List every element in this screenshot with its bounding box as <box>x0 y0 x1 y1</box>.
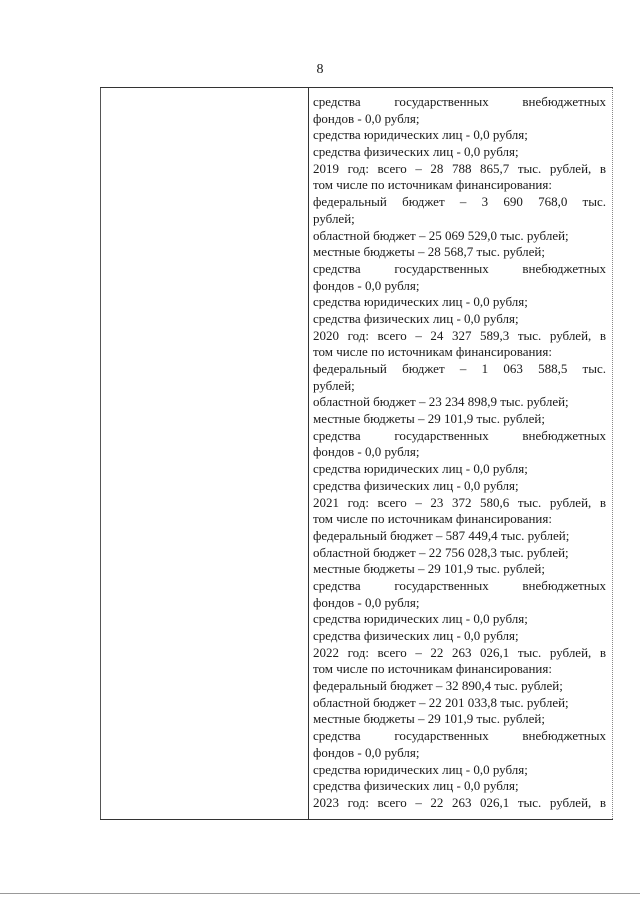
table-text-line: местные бюджеты – 29 101,9 тыс. рублей; <box>313 411 545 427</box>
table-text-line: местные бюджеты – 29 101,9 тыс. рублей; <box>313 561 545 577</box>
table-text-line: средства физических лиц - 0,0 рубля; <box>313 144 519 160</box>
table-text-line: средства юридических лиц - 0,0 рубля; <box>313 611 528 627</box>
page-number: 8 <box>316 62 324 77</box>
table-text-line: местные бюджеты – 29 101,9 тыс. рублей; <box>313 711 545 727</box>
table-text-line: средства государственных внебюджетных <box>313 94 606 109</box>
table-text-line: средства государственных внебюджетных <box>313 260 606 276</box>
table-text-line: том числе по источникам финансирования: <box>313 511 552 527</box>
table-text-line: федеральный бюджет – 3 690 768,0 тыс. <box>313 194 606 210</box>
table-text-line: средства юридических лиц - 0,0 рубля; <box>313 127 528 143</box>
table-text-line: средства юридических лиц - 0,0 рубля; <box>313 294 528 310</box>
table-text-line: средства физических лиц - 0,0 рубля; <box>313 477 519 493</box>
table-column-divider <box>308 88 309 819</box>
table-text-line: том числе по источникам финансирования: <box>313 177 552 193</box>
table-text-line: средства юридических лиц - 0,0 рубля; <box>313 461 528 477</box>
table-text-line: рублей; <box>313 210 355 226</box>
table-text-line: 2021 год: всего – 23 372 580,6 тыс. рублей, в <box>313 494 606 510</box>
table-text-line: том числе по источникам финансирования: <box>313 661 552 677</box>
table-text-line: фондов - 0,0 рубля; <box>313 744 420 760</box>
table-text-line: средства государственных внебюджетных <box>313 728 606 744</box>
table-text-line: рублей; <box>313 377 355 393</box>
table-text-line: средства физических лиц - 0,0 рубля; <box>313 628 519 643</box>
table-text-line: средства государственных внебюджетных <box>313 577 606 593</box>
table-text-line: 2019 год: всего – 28 788 865,7 тыс. рублей, в <box>313 160 606 176</box>
table-text-line: федеральный бюджет – 587 449,4 тыс. рублей; <box>313 527 570 543</box>
table-text-line: фондов - 0,0 рубля; <box>313 594 420 610</box>
table-text-line: областной бюджет – 23 234 898,9 тыс. рублей; <box>313 394 569 410</box>
table-text-line: 2022 год: всего – 22 263 026,1 тыс. рублей, в <box>313 644 606 660</box>
table-text-line: фондов - 0,0 рубля; <box>313 277 420 293</box>
table-text-line: областной бюджет – 22 201 033,8 тыс. рублей; <box>313 694 569 710</box>
table-text-line: 2023 год: всего – 22 263 026,1 тыс. рублей, в <box>313 794 606 810</box>
table-right-border <box>612 88 613 819</box>
footer-rule <box>0 893 640 894</box>
table-left-cell <box>100 88 308 819</box>
table-text-line: 2020 год: всего – 24 327 589,3 тыс. рублей, в <box>313 327 606 343</box>
table-text-line: средства государственных внебюджетных <box>313 427 606 443</box>
budget-table <box>100 87 613 820</box>
table-text-line: федеральный бюджет – 32 890,4 тыс. рублей; <box>313 678 563 694</box>
table-text-line: средства юридических лиц - 0,0 рубля; <box>313 761 528 777</box>
table-text-line: областной бюджет – 25 069 529,0 тыс. рублей; <box>313 227 569 243</box>
table-text-line: том числе по источникам финансирования: <box>313 344 552 360</box>
table-text-line: областной бюджет – 22 756 028,3 тыс. рублей; <box>313 544 569 560</box>
table-text-line: фондов - 0,0 рубля; <box>313 444 420 460</box>
table-text-line: федеральный бюджет – 1 063 588,5 тыс. <box>313 361 606 376</box>
table-text-line: средства физических лиц - 0,0 рубля; <box>313 310 519 326</box>
table-right-cell <box>313 94 606 812</box>
table-text-line: фондов - 0,0 рубля; <box>313 110 420 126</box>
table-text-line: средства физических лиц - 0,0 рубля; <box>313 778 519 794</box>
table-text-line: местные бюджеты – 28 568,7 тыс. рублей; <box>313 244 545 260</box>
